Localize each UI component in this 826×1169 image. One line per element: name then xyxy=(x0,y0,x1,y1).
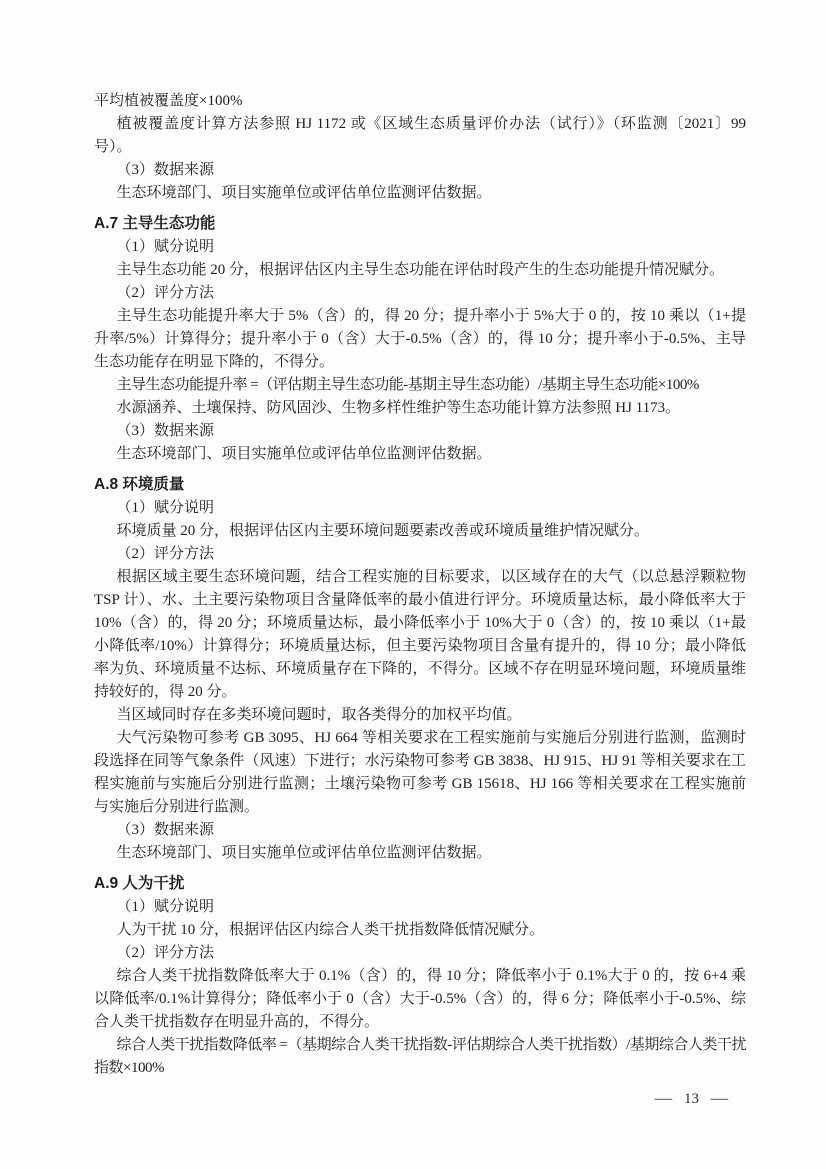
a8-item3-text: 生态环境部门、项目实施单位或评估单位监测评估数据。 xyxy=(116,845,492,861)
a7-item1-text: 主导生态功能 20 分，根据评估区内主导生态功能在评估时段产生的生态功能提升情况赋分。 xyxy=(116,262,725,278)
intro-section xyxy=(94,90,746,205)
page-number: 13 xyxy=(684,1091,699,1107)
formula-continuation-line: 平均植被覆盖度×100% xyxy=(94,93,243,109)
a7-item3-heading: （3）数据来源 xyxy=(116,423,215,439)
a7-formula-note: 水源涵养、土壤保持、防风固沙、生物多样性维护等生态功能计算方法参照 HJ 1173。 xyxy=(116,400,681,416)
a8-item1-heading: （1）赋分说明 xyxy=(116,500,215,516)
a8-monitoring-paragraph: 大气污染物可参考 GB 3095、HJ 664 等相关要求在工程实施前与实施后分别进行监测，监测时段选择在同等气象条件（风速）下进行；水污染物可参考 GB 3838、HJ 915、HJ 91 等相关要求在工程实施前与实施后分别进行监测；土壤污染物可参考 GB 15618、HJ 166 等相关要求在工程实施前与实施后分别进行监测。 xyxy=(94,730,746,815)
section-a9 xyxy=(94,872,746,1080)
a7-item3-text: 生态环境部门、项目实施单位或评估单位监测评估数据。 xyxy=(116,446,492,462)
section-a9-heading: A.9 人为干扰 xyxy=(94,875,185,892)
a7-scoring-paragraph: 主导生态功能提升率大于 5%（含）的，得 20 分；提升率小于 5%大于 0 的，按 10 乘以（1+提升率/5%）计算得分；提升率小于 0（含）大于-0.5%（含）的，得 10 分；提升率小于-0.5%、主导生态功能存在明显下降的，不得分。 xyxy=(94,308,746,370)
section-a7 xyxy=(94,212,746,466)
section-a7-heading: A.7 主导生态功能 xyxy=(94,215,216,232)
a9-item1-heading: （1）赋分说明 xyxy=(116,899,215,915)
intro-data-source-heading: （3）数据来源 xyxy=(116,162,215,178)
a8-scoring-paragraph: 根据区域主要生态环境问题，结合工程实施的目标要求，以区域存在的大气（以总悬浮颗粒物 TSP 计）、水、土主要污染物项目含量降低率的最小值进行评分。环境质量达标，最小降低率大于 10%（含）的，得 20 分；环境质量达标，最小降低率小于 10%大于 0（含）的，按 10 乘以（1+最小降低率/10%）计算得分；环境质量达标，但主要污染物项目含量有提升的，得 10 分；最小降低率为负、环境质量不达标、环境质量存在下降的，不得分。区域不存在明显环境问题，环境质量维持较好的，得 20 分。 xyxy=(94,569,746,700)
vegetation-method-paragraph: 植被覆盖度计算方法参照 HJ 1172 或《区域生态质量评价办法（试行）》（环监测〔2021〕99 号）。 xyxy=(94,116,746,155)
a7-item1-heading: （1）赋分说明 xyxy=(116,239,215,255)
a9-scoring-paragraph: 综合人类干扰指数降低率大于 0.1%（含）的，得 10 分；降低率小于 0.1%大于 0 的，按 6+4 乘以降低率/0.1%计算得分；降低率小于 0（含）大于-0.5%（含）的，得 6 分；降低率小于-0.5%、综合人类干扰指数存在明显升高的，不得分。 xyxy=(94,968,746,1030)
a9-formula-line: 综合人类干扰指数降低率 =（基期综合人类干扰指数-评估期综合人类干扰指数）/基期综合人类干扰指数×100% xyxy=(94,1037,746,1076)
a7-item2-heading: （2）评分方法 xyxy=(116,285,215,301)
footer-right-dash: — xyxy=(710,1091,729,1107)
a8-item1-text: 环境质量 20 分，根据评估区内主要环境问题要素改善或环境质量维护情况赋分。 xyxy=(116,523,650,539)
main-text-column xyxy=(94,90,746,1080)
a9-item2-heading: （2）评分方法 xyxy=(116,945,215,961)
a8-weighted-average-note: 当区域同时存在多类环境问题时，取各类得分的加权平均值。 xyxy=(116,707,522,723)
footer-left-dash: — xyxy=(654,1091,673,1107)
a8-item3-heading: （3）数据来源 xyxy=(116,822,215,838)
a7-formula-line: 主导生态功能提升率 =（评估期主导生态功能-基期主导生态功能）/基期主导生态功能×100% xyxy=(116,377,699,393)
a8-item2-heading: （2）评分方法 xyxy=(116,546,215,562)
page-footer xyxy=(0,1089,727,1109)
section-a8 xyxy=(94,473,746,865)
a9-item1-text: 人为干扰 10 分，根据评估区内综合人类干扰指数降低情况赋分。 xyxy=(116,922,545,938)
intro-data-source-text: 生态环境部门、项目实施单位或评估单位监测评估数据。 xyxy=(116,185,492,201)
section-a8-heading: A.8 环境质量 xyxy=(94,476,185,493)
